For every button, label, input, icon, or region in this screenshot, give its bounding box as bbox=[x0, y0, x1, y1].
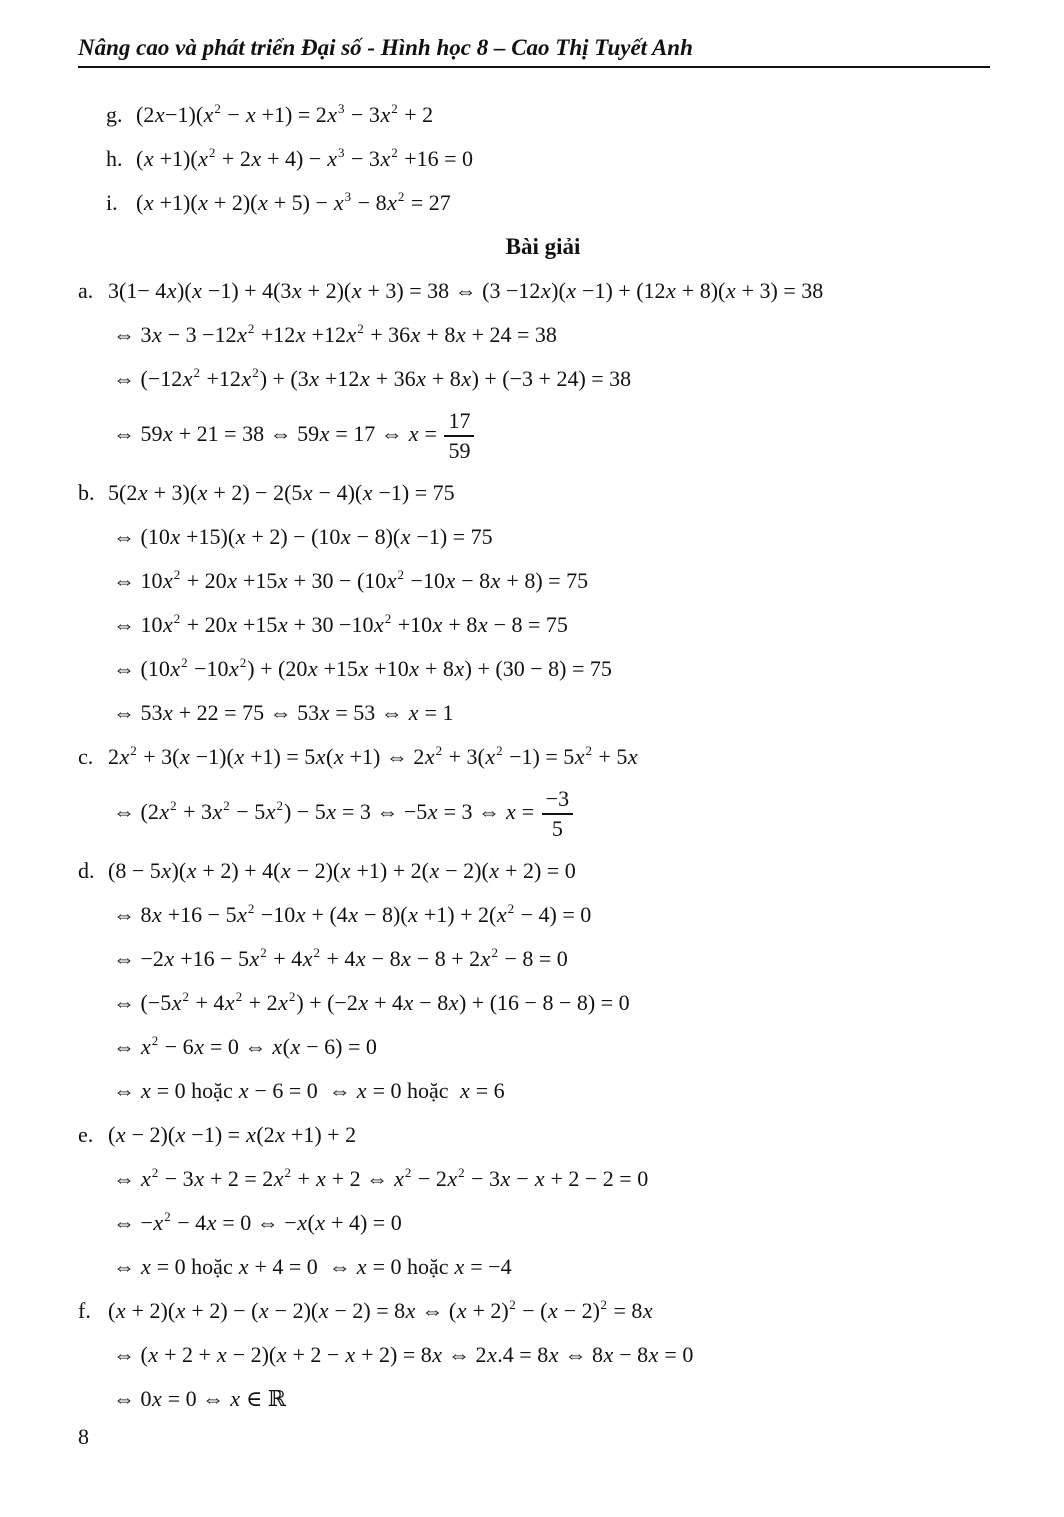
var-x: x bbox=[548, 1342, 559, 1367]
solution-label: c. bbox=[78, 744, 94, 769]
var-x: x bbox=[359, 366, 370, 391]
fraction bbox=[444, 408, 474, 464]
var-x: x bbox=[427, 799, 438, 825]
solution-equation: ⇔ $(10x^2 -10x^2) + (20x +15x +10x + 8x) + (30 - 8) = 75$ bbox=[113, 655, 612, 681]
solution-line bbox=[78, 610, 1008, 640]
var-x: x bbox=[302, 480, 313, 505]
var-x: x bbox=[642, 1298, 653, 1323]
var-x: x bbox=[454, 1254, 465, 1279]
var-x: x bbox=[224, 990, 235, 1015]
exponent: 2 bbox=[173, 611, 181, 626]
solution-line bbox=[78, 1032, 1008, 1062]
solution-equation: (8 − 5x)(x + 2) + 4(x − 2)(x +1) + 2(x − 2)(x + 2) = 0 bbox=[108, 858, 576, 883]
solution-item bbox=[78, 1296, 1008, 1414]
var-x: x bbox=[358, 656, 369, 681]
solution-line bbox=[78, 1384, 1008, 1414]
var-x: x bbox=[432, 1342, 443, 1367]
exponent: 2 bbox=[357, 321, 364, 336]
exponent: 3 bbox=[344, 189, 352, 204]
var-x: x bbox=[394, 1166, 404, 1191]
solution-line bbox=[78, 944, 1008, 974]
problem-label: i. bbox=[106, 190, 118, 215]
exponent: 2 bbox=[164, 1209, 171, 1224]
var-x: x bbox=[163, 421, 173, 447]
var-x: x bbox=[235, 524, 246, 549]
var-x: x bbox=[340, 858, 351, 883]
var-x: x bbox=[206, 1210, 217, 1235]
var-x: x bbox=[315, 744, 326, 769]
solution-equation: ⇔ $x^2 - 3x + 2 = 2x^2 + x + 2$ ⇔ $x^2 - 2x^2 - 3x - x + 2 - 2 = 0$ bbox=[113, 1165, 649, 1191]
exponent: 2 bbox=[507, 901, 515, 916]
var-x: x bbox=[194, 1166, 204, 1191]
var-x: x bbox=[230, 1386, 240, 1411]
var-x: x bbox=[237, 322, 247, 347]
solution-equation: 3(1− 4x)(x −1) + 4(3x + 2)(x + 3) = 38 ⇔ (3 −12x)(x −1) + (12x + 8)(x + 3) = 38 bbox=[108, 278, 824, 303]
var-x: x bbox=[386, 568, 397, 593]
problem-label: g. bbox=[106, 102, 123, 127]
fraction-denominator: 5 bbox=[551, 816, 563, 841]
var-x: x bbox=[666, 278, 676, 303]
var-x: x bbox=[227, 568, 237, 593]
solution-equation: ⇔ $-x^2 - 4x = 0$ ⇔ −x(x + 4) = 0 bbox=[113, 1209, 402, 1235]
exponent: 2 bbox=[404, 1165, 412, 1180]
var-x: x bbox=[424, 744, 435, 769]
var-x: x bbox=[154, 102, 165, 127]
var-x: x bbox=[275, 1122, 285, 1147]
fraction-numerator: 17 bbox=[444, 408, 474, 437]
var-x: x bbox=[159, 799, 170, 825]
solution-equation: ⇔ 53x + 22 = 75 ⇔ 53x = 53 ⇔ x = 1 bbox=[113, 700, 454, 725]
var-x: x bbox=[141, 1166, 151, 1191]
var-x: x bbox=[566, 278, 577, 303]
var-x: x bbox=[198, 146, 208, 171]
solution-line bbox=[78, 1340, 1008, 1370]
var-x: x bbox=[164, 946, 175, 971]
var-x: x bbox=[461, 366, 472, 391]
exponent: 2 bbox=[384, 611, 392, 626]
var-x: x bbox=[574, 744, 585, 769]
var-x: x bbox=[152, 902, 162, 927]
exponent: 2 bbox=[458, 1165, 465, 1180]
var-x: x bbox=[148, 1342, 159, 1367]
var-x: x bbox=[380, 102, 391, 127]
solution-equation: ⇔ $3x - 3 -12x^2 +12x +12x^2 + 36x + 8x + 24 = 38$ bbox=[113, 321, 557, 347]
var-x: x bbox=[170, 524, 181, 549]
solution-equation: 5(2x + 3)(x + 2) − 2(5x − 4)(x −1) = 75 bbox=[108, 480, 455, 505]
exponent: 2 bbox=[214, 101, 221, 116]
var-x: x bbox=[345, 1342, 356, 1367]
var-x: x bbox=[315, 1166, 326, 1191]
var-x: x bbox=[246, 1122, 256, 1147]
var-x: x bbox=[265, 799, 276, 825]
var-x: x bbox=[272, 1034, 283, 1059]
var-x: x bbox=[161, 858, 171, 883]
var-x: x bbox=[237, 902, 247, 927]
exponent: 2 bbox=[182, 989, 189, 1004]
problem-list bbox=[78, 100, 1008, 218]
exponent: 2 bbox=[208, 145, 216, 160]
var-x: x bbox=[725, 278, 736, 303]
problem-equation: $(x +1)(x + 2)(x + 5) - x^3 - 8x^2 = 27$ bbox=[136, 189, 451, 215]
solution-equation: (x − 2)(x −1) = x(2x +1) + 2 bbox=[108, 1122, 357, 1147]
var-x: x bbox=[540, 278, 551, 303]
var-x: x bbox=[251, 146, 262, 171]
var-x: x bbox=[355, 946, 366, 971]
var-x: x bbox=[216, 1342, 227, 1367]
var-x: x bbox=[249, 946, 260, 971]
var-x: x bbox=[319, 700, 330, 725]
var-x: x bbox=[627, 744, 638, 769]
solution-line bbox=[78, 786, 1008, 842]
var-x: x bbox=[302, 946, 313, 971]
var-x: x bbox=[295, 902, 306, 927]
var-x: x bbox=[163, 568, 173, 593]
var-x: x bbox=[400, 524, 411, 549]
var-x: x bbox=[192, 278, 202, 303]
var-x: x bbox=[455, 322, 466, 347]
solution-equation: ⇔ $(2x^2 + 3x^2 - 5x^2) - 5x = 3$ ⇔ −5x = 3 ⇔ x = $\frac{-3}{5}$ bbox=[113, 786, 575, 842]
exponent: 2 bbox=[151, 1165, 159, 1180]
solution-line bbox=[78, 1120, 1008, 1150]
var-x: x bbox=[477, 612, 488, 637]
var-x: x bbox=[309, 366, 320, 391]
var-x: x bbox=[163, 612, 173, 637]
var-x: x bbox=[307, 656, 318, 681]
var-x: x bbox=[297, 1210, 307, 1235]
var-x: x bbox=[152, 1386, 162, 1411]
var-x: x bbox=[410, 322, 421, 347]
var-x: x bbox=[448, 990, 459, 1015]
exponent: 2 bbox=[130, 743, 137, 758]
var-x: x bbox=[432, 612, 443, 637]
var-x: x bbox=[358, 990, 369, 1015]
var-x: x bbox=[409, 656, 419, 681]
var-x: x bbox=[115, 1122, 126, 1147]
var-x: x bbox=[326, 799, 336, 825]
exponent: 2 bbox=[193, 365, 200, 380]
var-x: x bbox=[460, 1078, 470, 1103]
solution-equation: ⇔ $8x +16 - 5x^2 -10x + (4x - 8)(x +1) + 2(x^2 - 4) = 0$ bbox=[113, 901, 592, 927]
var-x: x bbox=[454, 656, 465, 681]
var-x: x bbox=[171, 990, 182, 1015]
solution-line bbox=[78, 566, 1008, 596]
var-x: x bbox=[115, 1298, 126, 1323]
var-x: x bbox=[152, 322, 162, 347]
solution-equation: ⇔ $-2x +16 - 5x^2 + 4x^2 + 4x - 8x - 8 + 2x^2 - 8 = 0$ bbox=[113, 945, 568, 971]
solution-line bbox=[78, 320, 1008, 350]
solution-line bbox=[78, 478, 1008, 508]
var-x: x bbox=[277, 568, 288, 593]
var-x: x bbox=[487, 1342, 497, 1367]
exponent: 2 bbox=[288, 989, 296, 1004]
var-x: x bbox=[362, 480, 373, 505]
solution-equation: ⇔ (x + 2 + x − 2)(x + 2 − x + 2) = 8x ⇔ 2x.4 = 8x ⇔ 8x − 8x = 0 bbox=[113, 1342, 694, 1367]
exponent: 2 bbox=[397, 189, 405, 204]
var-x: x bbox=[238, 1078, 249, 1103]
var-x: x bbox=[153, 1210, 164, 1235]
exponent: 2 bbox=[509, 1297, 516, 1312]
exponent: 2 bbox=[600, 1297, 607, 1312]
var-x: x bbox=[480, 946, 491, 971]
var-x: x bbox=[197, 480, 208, 505]
var-x: x bbox=[141, 1078, 151, 1103]
solution-label: f. bbox=[78, 1298, 91, 1323]
exponent: 2 bbox=[170, 798, 177, 814]
solution-label: d. bbox=[78, 858, 95, 883]
exponent: 2 bbox=[276, 798, 283, 814]
problem-equation: $(2x-1)(x^2 - x +1) = 2x^3 - 3x^2 + 2$ bbox=[136, 101, 434, 127]
var-x: x bbox=[194, 1034, 204, 1059]
var-x: x bbox=[290, 1034, 301, 1059]
var-x: x bbox=[416, 366, 426, 391]
var-x: x bbox=[119, 744, 130, 769]
problem-item bbox=[106, 100, 1008, 130]
solution-item bbox=[78, 478, 1008, 728]
solution-item bbox=[78, 742, 1008, 842]
exponent: 2 bbox=[173, 567, 181, 582]
solution-equation: ⇔ 59x + 21 = 38 ⇔ 59x = 17 ⇔ x = $\frac{17}{59}$ bbox=[113, 408, 476, 464]
var-x: x bbox=[490, 568, 501, 593]
solution-item bbox=[78, 1120, 1008, 1282]
solution-equation: ⇔ 0x = 0 ⇔ x ∈ ℝ bbox=[113, 1386, 287, 1411]
var-x: x bbox=[403, 990, 414, 1015]
solution-equation: ⇔ $(-12x^2 +12x^2) + (3x +12x + 36x + 8x) + (-3 + 24) = 38$ bbox=[113, 365, 632, 391]
var-x: x bbox=[175, 1298, 186, 1323]
fraction bbox=[542, 786, 573, 842]
solution-line bbox=[78, 654, 1008, 684]
solution-line bbox=[78, 1076, 1008, 1106]
var-x: x bbox=[445, 568, 456, 593]
solution-line bbox=[78, 1164, 1008, 1194]
fraction-denominator: 59 bbox=[448, 438, 471, 463]
problem-equation: $(x +1)(x^2 + 2x + 4) - x^3 - 3x^2 +16 = 0$ bbox=[136, 145, 474, 171]
content-column bbox=[78, 100, 1008, 1428]
var-x: x bbox=[547, 1298, 558, 1323]
solution-line bbox=[78, 276, 1008, 306]
exponent: 2 bbox=[151, 1033, 159, 1048]
exponent: 2 bbox=[391, 101, 398, 116]
var-x: x bbox=[291, 278, 302, 303]
var-x: x bbox=[143, 190, 154, 215]
solution-equation: ⇔ (10x +15)(x + 2) − (10x − 8)(x −1) = 75 bbox=[113, 524, 493, 549]
var-x: x bbox=[603, 1342, 614, 1367]
solution-equation: $2x^2 + 3(x -1)(x +1) = 5x(x +1)$ ⇔ $2x^2 + 3(x^2 -1) = 5x^2 + 5x$ bbox=[108, 743, 638, 769]
exponent: 2 bbox=[391, 145, 398, 160]
exponent: 2 bbox=[260, 945, 267, 960]
var-x: x bbox=[163, 700, 173, 725]
var-x: x bbox=[405, 1298, 416, 1323]
var-x: x bbox=[180, 744, 190, 769]
solution-line bbox=[78, 364, 1008, 394]
header-title: Nâng cao và phát triển Đại số - Hình học 8 – Cao Thị Tuyết Anh bbox=[78, 34, 990, 68]
exponent: 2 bbox=[435, 743, 443, 758]
exponent: 2 bbox=[252, 365, 259, 380]
var-x: x bbox=[229, 656, 239, 681]
solution-line bbox=[78, 742, 1008, 772]
exponent: 2 bbox=[235, 989, 243, 1004]
var-x: x bbox=[212, 799, 223, 825]
var-x: x bbox=[137, 480, 148, 505]
var-x: x bbox=[408, 902, 418, 927]
exponent: 2 bbox=[585, 743, 592, 758]
var-x: x bbox=[175, 1122, 186, 1147]
solution-heading: Bài giải bbox=[505, 234, 581, 259]
fraction-numerator: −3 bbox=[542, 786, 573, 815]
var-x: x bbox=[408, 421, 419, 447]
var-x: x bbox=[227, 612, 237, 637]
solution-line bbox=[78, 522, 1008, 552]
var-x: x bbox=[401, 946, 411, 971]
var-x: x bbox=[373, 612, 384, 637]
var-x: x bbox=[238, 1254, 249, 1279]
solution-line bbox=[78, 408, 1008, 464]
solution-item bbox=[78, 856, 1008, 1106]
var-x: x bbox=[333, 744, 344, 769]
var-x: x bbox=[277, 612, 288, 637]
solution-equation: ⇔ x = 0 hoặc x − 6 = 0 ⇔ x = 0 hoặc x = 6 bbox=[113, 1078, 505, 1103]
exponent: 2 bbox=[284, 1165, 292, 1180]
var-x: x bbox=[276, 1342, 287, 1367]
exponent: 2 bbox=[181, 655, 188, 670]
exponent: 2 bbox=[397, 567, 405, 582]
solution-equation: (x + 2)(x + 2) − (x − 2)(x − 2) = 8x ⇔ $(x + 2)^2 - (x - 2)^2 = 8x$ bbox=[108, 1297, 653, 1323]
var-x: x bbox=[257, 190, 268, 215]
var-x: x bbox=[408, 700, 419, 725]
var-x: x bbox=[273, 1166, 284, 1191]
var-x: x bbox=[327, 146, 338, 171]
solution-list bbox=[78, 276, 1008, 1414]
var-x: x bbox=[198, 190, 208, 215]
exponent: 2 bbox=[247, 321, 255, 336]
var-x: x bbox=[485, 744, 496, 769]
var-x: x bbox=[356, 1078, 367, 1103]
solution-line bbox=[78, 1208, 1008, 1238]
problem-item bbox=[106, 144, 1008, 174]
var-x: x bbox=[351, 278, 362, 303]
solution-label: a. bbox=[78, 278, 94, 303]
solution-line bbox=[78, 698, 1008, 728]
exponent: 3 bbox=[338, 101, 345, 116]
var-x: x bbox=[505, 799, 516, 825]
solution-equation: ⇔ $10x^2 + 20x +15x + 30 - (10x^2 -10x - 8x + 8) = 75$ bbox=[113, 567, 589, 593]
var-x: x bbox=[143, 146, 154, 171]
var-x: x bbox=[245, 102, 256, 127]
var-x: x bbox=[429, 858, 440, 883]
var-x: x bbox=[278, 990, 288, 1015]
var-x: x bbox=[166, 278, 177, 303]
var-x: x bbox=[241, 366, 252, 391]
solution-line bbox=[78, 856, 1008, 886]
solution-line bbox=[78, 900, 1008, 930]
solution-equation: ⇔ $x^2 - 6x = 0$ ⇔ x(x − 6) = 0 bbox=[113, 1033, 377, 1059]
solution-line bbox=[78, 1252, 1008, 1282]
var-x: x bbox=[534, 1166, 545, 1191]
var-x: x bbox=[141, 1254, 151, 1279]
var-x: x bbox=[170, 656, 181, 681]
exponent: 2 bbox=[239, 655, 247, 670]
var-x: x bbox=[327, 102, 338, 127]
solution-line bbox=[78, 988, 1008, 1018]
var-x: x bbox=[340, 524, 351, 549]
exponent: 3 bbox=[338, 145, 345, 160]
var-x: x bbox=[141, 1034, 151, 1059]
var-x: x bbox=[489, 858, 500, 883]
var-x: x bbox=[318, 1298, 329, 1323]
var-x: x bbox=[447, 1166, 458, 1191]
var-x: x bbox=[333, 190, 344, 215]
solution-equation: ⇔ $10x^2 + 20x +15x + 30 -10x^2 +10x + 8x - 8 = 75$ bbox=[113, 611, 568, 637]
var-x: x bbox=[234, 744, 245, 769]
solution-label: e. bbox=[78, 1122, 94, 1147]
solution-equation: ⇔ $(-5x^2 + 4x^2 + 2x^2) + (-2x + 4x - 8x) + (16 - 8 - 8) = 0$ bbox=[113, 989, 630, 1015]
solution-item bbox=[78, 276, 1008, 464]
var-x: x bbox=[356, 1254, 367, 1279]
exponent: 2 bbox=[491, 945, 498, 960]
var-x: x bbox=[496, 902, 507, 927]
problem-item bbox=[106, 188, 1008, 218]
solution-label: b. bbox=[78, 480, 95, 505]
exponent: 2 bbox=[313, 945, 320, 960]
var-x: x bbox=[280, 858, 291, 883]
exponent: 2 bbox=[247, 901, 255, 916]
var-x: x bbox=[295, 322, 306, 347]
var-x: x bbox=[315, 1210, 326, 1235]
exponent: 2 bbox=[496, 743, 503, 758]
var-x: x bbox=[346, 322, 357, 347]
solution-equation: ⇔ x = 0 hoặc x + 4 = 0 ⇔ x = 0 hoặc x = −4 bbox=[113, 1254, 512, 1279]
var-x: x bbox=[456, 1298, 467, 1323]
var-x: x bbox=[648, 1342, 659, 1367]
var-x: x bbox=[186, 858, 197, 883]
var-x: x bbox=[348, 902, 359, 927]
exponent: 2 bbox=[223, 798, 230, 814]
var-x: x bbox=[387, 190, 397, 215]
solution-line bbox=[78, 1296, 1008, 1326]
var-x: x bbox=[258, 1298, 269, 1323]
var-x: x bbox=[380, 146, 391, 171]
var-x: x bbox=[203, 102, 214, 127]
page-number: 8 bbox=[78, 1424, 89, 1449]
var-x: x bbox=[500, 1166, 511, 1191]
var-x: x bbox=[182, 366, 193, 391]
problem-label: h. bbox=[106, 146, 123, 171]
var-x: x bbox=[319, 421, 330, 447]
